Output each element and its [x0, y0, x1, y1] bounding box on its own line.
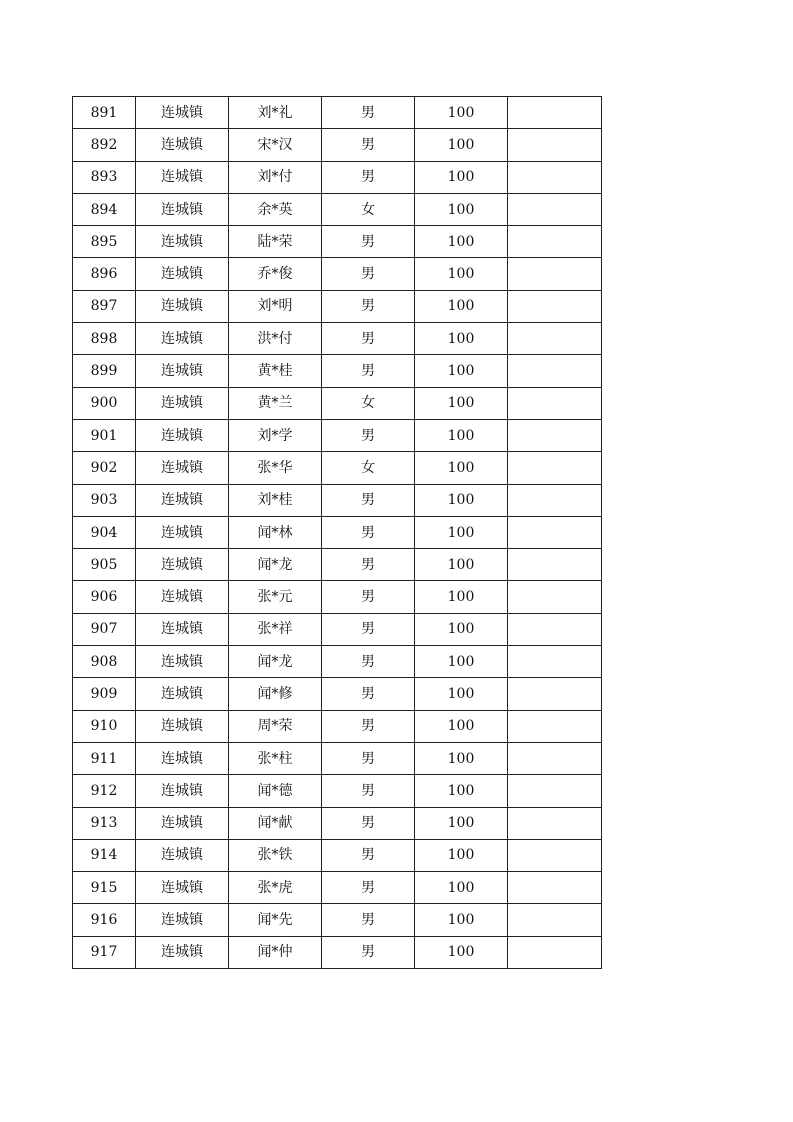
row-number-cell: 917: [73, 936, 136, 968]
row-number-cell: 898: [73, 323, 136, 355]
name-cell: 闻*龙: [229, 549, 322, 581]
town-cell: 连城镇: [136, 613, 229, 645]
row-number-cell: 907: [73, 613, 136, 645]
table-row: [73, 258, 602, 290]
town-cell: 连城镇: [136, 549, 229, 581]
name-cell: 刘*学: [229, 419, 322, 451]
table-row: [73, 742, 602, 774]
amount-cell: 100: [415, 646, 508, 678]
gender-cell: 男: [322, 807, 415, 839]
gender-cell: 女: [322, 387, 415, 419]
table-row: [73, 226, 602, 258]
amount-cell: 100: [415, 872, 508, 904]
town-cell: 连城镇: [136, 646, 229, 678]
gender-cell: 男: [322, 355, 415, 387]
amount-cell: 100: [415, 161, 508, 193]
gender-cell: 男: [322, 678, 415, 710]
amount-cell: 100: [415, 419, 508, 451]
gender-cell: 男: [322, 419, 415, 451]
gender-cell: 男: [322, 710, 415, 742]
gender-cell: 女: [322, 193, 415, 225]
gender-cell: 男: [322, 290, 415, 322]
name-cell: 闻*龙: [229, 646, 322, 678]
gender-cell: 男: [322, 613, 415, 645]
row-number-cell: 892: [73, 129, 136, 161]
name-cell: 刘*付: [229, 161, 322, 193]
town-cell: 连城镇: [136, 355, 229, 387]
note-cell: [508, 323, 602, 355]
note-cell: [508, 419, 602, 451]
amount-cell: 100: [415, 355, 508, 387]
town-cell: 连城镇: [136, 775, 229, 807]
amount-cell: 100: [415, 387, 508, 419]
amount-cell: 100: [415, 193, 508, 225]
note-cell: [508, 387, 602, 419]
row-number-cell: 906: [73, 581, 136, 613]
amount-cell: 100: [415, 839, 508, 871]
note-cell: [508, 516, 602, 548]
amount-cell: 100: [415, 484, 508, 516]
name-cell: 余*英: [229, 193, 322, 225]
table-row: [73, 839, 602, 871]
note-cell: [508, 452, 602, 484]
row-number-cell: 909: [73, 678, 136, 710]
name-cell: 宋*汉: [229, 129, 322, 161]
name-cell: 张*元: [229, 581, 322, 613]
row-number-cell: 896: [73, 258, 136, 290]
note-cell: [508, 226, 602, 258]
amount-cell: 100: [415, 452, 508, 484]
note-cell: [508, 678, 602, 710]
note-cell: [508, 936, 602, 968]
table-row: [73, 581, 602, 613]
amount-cell: 100: [415, 323, 508, 355]
table-row: [73, 613, 602, 645]
table-row: [73, 193, 602, 225]
gender-cell: 男: [322, 226, 415, 258]
amount-cell: 100: [415, 678, 508, 710]
amount-cell: 100: [415, 581, 508, 613]
note-cell: [508, 549, 602, 581]
name-cell: 闻*献: [229, 807, 322, 839]
town-cell: 连城镇: [136, 839, 229, 871]
town-cell: 连城镇: [136, 97, 229, 129]
row-number-cell: 915: [73, 872, 136, 904]
row-number-cell: 912: [73, 775, 136, 807]
name-cell: 闻*林: [229, 516, 322, 548]
note-cell: [508, 904, 602, 936]
row-number-cell: 903: [73, 484, 136, 516]
row-number-cell: 899: [73, 355, 136, 387]
table-row: [73, 936, 602, 968]
name-cell: 陆*荣: [229, 226, 322, 258]
gender-cell: 男: [322, 161, 415, 193]
note-cell: [508, 161, 602, 193]
note-cell: [508, 484, 602, 516]
name-cell: 张*铁: [229, 839, 322, 871]
row-number-cell: 911: [73, 742, 136, 774]
amount-cell: 100: [415, 258, 508, 290]
name-cell: 黄*兰: [229, 387, 322, 419]
row-number-cell: 910: [73, 710, 136, 742]
gender-cell: 男: [322, 516, 415, 548]
name-cell: 刘*礼: [229, 97, 322, 129]
row-number-cell: 916: [73, 904, 136, 936]
table-row: [73, 97, 602, 129]
name-cell: 刘*桂: [229, 484, 322, 516]
town-cell: 连城镇: [136, 936, 229, 968]
name-cell: 闻*德: [229, 775, 322, 807]
gender-cell: 男: [322, 258, 415, 290]
town-cell: 连城镇: [136, 807, 229, 839]
table-row: [73, 484, 602, 516]
row-number-cell: 905: [73, 549, 136, 581]
town-cell: 连城镇: [136, 581, 229, 613]
note-cell: [508, 258, 602, 290]
amount-cell: 100: [415, 549, 508, 581]
row-number-cell: 902: [73, 452, 136, 484]
amount-cell: 100: [415, 936, 508, 968]
note-cell: [508, 872, 602, 904]
amount-cell: 100: [415, 226, 508, 258]
row-number-cell: 904: [73, 516, 136, 548]
note-cell: [508, 775, 602, 807]
name-cell: 刘*明: [229, 290, 322, 322]
note-cell: [508, 129, 602, 161]
name-cell: 张*祥: [229, 613, 322, 645]
row-number-cell: 895: [73, 226, 136, 258]
table-row: [73, 646, 602, 678]
gender-cell: 男: [322, 484, 415, 516]
name-cell: 闻*仲: [229, 936, 322, 968]
table-row: [73, 549, 602, 581]
amount-cell: 100: [415, 290, 508, 322]
name-cell: 张*华: [229, 452, 322, 484]
gender-cell: 男: [322, 129, 415, 161]
town-cell: 连城镇: [136, 161, 229, 193]
note-cell: [508, 613, 602, 645]
town-cell: 连城镇: [136, 323, 229, 355]
row-number-cell: 893: [73, 161, 136, 193]
town-cell: 连城镇: [136, 678, 229, 710]
town-cell: 连城镇: [136, 258, 229, 290]
table-row: [73, 516, 602, 548]
note-cell: [508, 97, 602, 129]
town-cell: 连城镇: [136, 742, 229, 774]
amount-cell: 100: [415, 742, 508, 774]
town-cell: 连城镇: [136, 710, 229, 742]
town-cell: 连城镇: [136, 452, 229, 484]
town-cell: 连城镇: [136, 226, 229, 258]
name-cell: 张*虎: [229, 872, 322, 904]
gender-cell: 男: [322, 839, 415, 871]
gender-cell: 男: [322, 323, 415, 355]
town-cell: 连城镇: [136, 872, 229, 904]
row-number-cell: 900: [73, 387, 136, 419]
note-cell: [508, 742, 602, 774]
name-cell: 乔*俊: [229, 258, 322, 290]
row-number-cell: 908: [73, 646, 136, 678]
row-number-cell: 897: [73, 290, 136, 322]
name-cell: 张*柱: [229, 742, 322, 774]
table-body: [73, 97, 602, 969]
row-number-cell: 914: [73, 839, 136, 871]
table-row: [73, 290, 602, 322]
town-cell: 连城镇: [136, 193, 229, 225]
gender-cell: 男: [322, 872, 415, 904]
amount-cell: 100: [415, 516, 508, 548]
name-cell: 洪*付: [229, 323, 322, 355]
gender-cell: 女: [322, 452, 415, 484]
note-cell: [508, 710, 602, 742]
gender-cell: 男: [322, 936, 415, 968]
row-number-cell: 913: [73, 807, 136, 839]
gender-cell: 男: [322, 904, 415, 936]
town-cell: 连城镇: [136, 290, 229, 322]
row-number-cell: 901: [73, 419, 136, 451]
name-cell: 闻*修: [229, 678, 322, 710]
table-row: [73, 678, 602, 710]
gender-cell: 男: [322, 742, 415, 774]
town-cell: 连城镇: [136, 387, 229, 419]
table-row: [73, 323, 602, 355]
gender-cell: 男: [322, 646, 415, 678]
name-cell: 黄*桂: [229, 355, 322, 387]
row-number-cell: 894: [73, 193, 136, 225]
note-cell: [508, 646, 602, 678]
town-cell: 连城镇: [136, 516, 229, 548]
table-row: [73, 419, 602, 451]
gender-cell: 男: [322, 97, 415, 129]
amount-cell: 100: [415, 775, 508, 807]
table-row: [73, 807, 602, 839]
amount-cell: 100: [415, 129, 508, 161]
row-number-cell: 891: [73, 97, 136, 129]
gender-cell: 男: [322, 775, 415, 807]
amount-cell: 100: [415, 97, 508, 129]
note-cell: [508, 193, 602, 225]
note-cell: [508, 839, 602, 871]
table-row: [73, 355, 602, 387]
amount-cell: 100: [415, 613, 508, 645]
table-row: [73, 710, 602, 742]
note-cell: [508, 290, 602, 322]
table-row: [73, 452, 602, 484]
table-row: [73, 904, 602, 936]
note-cell: [508, 581, 602, 613]
town-cell: 连城镇: [136, 904, 229, 936]
amount-cell: 100: [415, 904, 508, 936]
amount-cell: 100: [415, 710, 508, 742]
amount-cell: 100: [415, 807, 508, 839]
gender-cell: 男: [322, 581, 415, 613]
name-cell: 周*荣: [229, 710, 322, 742]
table-row: [73, 872, 602, 904]
town-cell: 连城镇: [136, 419, 229, 451]
data-table: [72, 96, 602, 969]
name-cell: 闻*先: [229, 904, 322, 936]
town-cell: 连城镇: [136, 129, 229, 161]
table-row: [73, 775, 602, 807]
table-row: [73, 161, 602, 193]
table-row: [73, 129, 602, 161]
note-cell: [508, 807, 602, 839]
table-row: [73, 387, 602, 419]
note-cell: [508, 355, 602, 387]
town-cell: 连城镇: [136, 484, 229, 516]
gender-cell: 男: [322, 549, 415, 581]
